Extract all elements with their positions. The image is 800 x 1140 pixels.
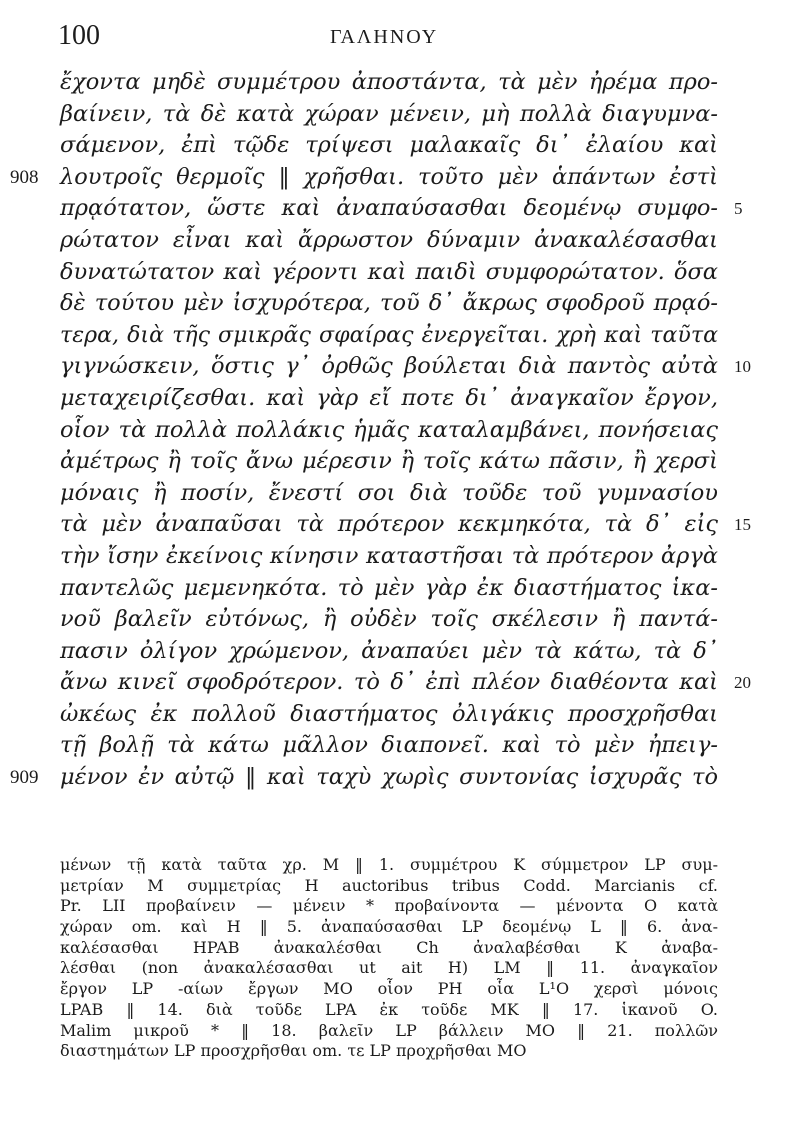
text-line <box>0 573 800 605</box>
main-text-block <box>0 67 800 794</box>
apparatus-line <box>0 896 800 917</box>
margin-reference-number: 909 <box>10 767 39 789</box>
text-line-content: σάμενον, ἐπὶ τῷδε τρίψεσι μαλακαῖς δι᾽ ἐλαίου καὶ <box>60 132 718 159</box>
apparatus-line-content: Malim μικροῦ * ‖ 18. βαλεῖν LP βάλλειν MO ‖ 21. πολλῶν <box>60 1020 718 1040</box>
text-line-content: τῇ βολῇ τὰ κάτω μᾶλλον διαπονεῖ. καὶ τὸ μὲν ἠπειγ- <box>60 732 718 759</box>
text-line <box>0 193 800 225</box>
apparatus-line <box>0 876 800 897</box>
page-header <box>0 18 800 58</box>
text-line-content: δὲ τούτου μὲν ἰσχυρότερα, τοῦ δ᾽ ἄκρως σφοδροῦ πρᾳό- <box>60 290 718 317</box>
text-line-content: παντελῶς μεμενηκότα. τὸ μὲν γὰρ ἐκ διαστήματος ἱκα- <box>60 574 718 601</box>
text-line-content: μόναις ἢ ποσίν, ἔνεστί σοι διὰ τοῦδε τοῦ γυμνασίου <box>60 479 718 506</box>
text-line-content: τερα, διὰ τῆς σμικρᾶς σφαίρας ἐνεργεῖται. χρὴ καὶ ταῦτα <box>60 321 718 348</box>
apparatus-line <box>0 1021 800 1042</box>
text-line-content: πασιν ὀλίγον χρώμενον, ἀναπαύει μὲν τὰ κάτω, τὰ δ᾽ <box>60 637 718 664</box>
text-line-content: ἀμέτρως ἢ τοῖς ἄνω μέρεσιν ἢ τοῖς κάτω πᾶσιν, ἢ χερσὶ <box>60 448 718 475</box>
text-line <box>0 699 800 731</box>
text-line-content: τὰ μὲν ἀναπαῦσαι τὰ πρότερον κεκμηκότα, τὰ δ᾽ εἰς <box>60 511 718 538</box>
text-line <box>0 320 800 352</box>
text-line <box>0 730 800 762</box>
text-line <box>0 67 800 99</box>
text-line-content: μεταχειρίζεσθαι. καὶ γὰρ εἴ ποτε δι᾽ ἀναγκαῖον ἔργον, <box>60 384 718 411</box>
text-line <box>0 478 800 510</box>
line-number: 15 <box>734 515 751 535</box>
apparatus-line <box>0 958 800 979</box>
text-line-content: τὴν ἴσην ἐκείνοις κίνησιν καταστῆσαι τὰ πρότερον ἀργὰ <box>60 542 718 569</box>
apparatus-line <box>0 1000 800 1021</box>
text-line <box>0 667 800 699</box>
text-line <box>0 636 800 668</box>
text-line-content: ἔχοντα μηδὲ συμμέτρου ἀποστάντα, τὰ μὲν ἠρέμα προ- <box>60 69 718 95</box>
text-line-content: πρᾳότατον, ὥστε καὶ ἀναπαύσασθαι δεομένῳ συμφο- <box>60 195 718 222</box>
text-line-content: νοῦ βαλεῖν εὐτόνως, ἢ οὐδὲν τοῖς σκέλεσιν ἢ παντά- <box>60 606 718 633</box>
text-line-content: βαίνειν, τὰ δὲ κατὰ χώραν μένειν, μὴ πολλὰ διαγυμνα- <box>60 100 718 127</box>
text-line <box>0 99 800 131</box>
text-line-content: ρώτατον εἶναι καὶ ἄρρωστον δύναμιν ἀνακαλέσασθαι <box>60 226 718 253</box>
running-head: ΓΑΛΗΝΟΥ <box>330 26 439 48</box>
text-line <box>0 509 800 541</box>
apparatus-line-content: ἔργον LP -αίων ἔργων MO οἷον PH οἷα L¹O χερσὶ μόνοις <box>60 979 718 999</box>
apparatus-line-content: LPAB ‖ 14. διὰ τοῦδε LPA ἐκ τοῦδε MK ‖ 17. ἱκανοῦ O. <box>60 999 718 1019</box>
apparatus-line <box>0 855 800 876</box>
critical-apparatus <box>0 855 800 1062</box>
text-line <box>0 225 800 257</box>
apparatus-line-content: καλέσασθαι HPAB ἀνακαλέσθαι Ch ἀναλαβέσθαι K ἀναβα- <box>60 937 718 957</box>
text-line <box>0 383 800 415</box>
text-line-content: οἷον τὰ πολλὰ πολλάκις ἡμᾶς καταλαμβάνει, πονήσειας <box>60 416 718 443</box>
line-number: 20 <box>734 673 751 693</box>
text-line <box>0 288 800 320</box>
text-line <box>0 162 800 194</box>
line-number: 10 <box>734 357 751 377</box>
text-line-content: μένον ἐν αὐτῷ ‖ καὶ ταχὺ χωρὶς συντονίας ἰσχυρᾶς τὸ <box>60 764 718 791</box>
apparatus-line-content: διαστημάτων LP προσχρῆσθαι om. τε LP προχρῆσθαι MO <box>60 1041 527 1061</box>
line-number: 5 <box>734 199 743 219</box>
text-line <box>0 446 800 478</box>
apparatus-line-content: λέσθαι (non ἀνακαλέσασθαι ut ait H) LM ‖ 11. ἀναγκαῖον <box>60 958 718 978</box>
apparatus-line-content: χώραν om. καὶ H ‖ 5. ἀναπαύσασθαι LP δεομένῳ L ‖ 6. ἀνα- <box>60 917 718 937</box>
apparatus-line-content: μένων τῇ κατὰ ταῦτα χρ. M ‖ 1. συμμέτρου K σύμμετρον LP συμ- <box>60 855 718 874</box>
apparatus-line <box>0 979 800 1000</box>
text-line-content: λουτροῖς θερμοῖς ‖ χρῆσθαι. τοῦτο μὲν ἁπάντων ἐστὶ <box>60 163 718 190</box>
text-line-content: δυνατώτατον καὶ γέροντι καὶ παιδὶ συμφορώτατον. ὅσα <box>60 258 718 285</box>
text-line <box>0 257 800 289</box>
apparatus-line <box>0 938 800 959</box>
text-line <box>0 762 800 794</box>
text-line <box>0 130 800 162</box>
apparatus-line-content: Pr. LII προβαίνειν — μένειν * προβαίνοντα — μένοντα O κατὰ <box>60 896 718 916</box>
text-line-content: γιγνώσκειν, ὅστις γ᾽ ὀρθῶς βούλεται διὰ παντὸς αὐτὰ <box>60 353 718 380</box>
text-line-content: ἄνω κινεῖ σφοδρότερον. τὸ δ᾽ ἐπὶ πλέον διαθέοντα καὶ <box>60 669 718 696</box>
apparatus-line <box>0 917 800 938</box>
margin-reference-number: 908 <box>10 166 39 188</box>
text-line <box>0 351 800 383</box>
text-line <box>0 415 800 447</box>
text-line-content: ὠκέως ἐκ πολλοῦ διαστήματος ὀλιγάκις προσχρῆσθαι <box>60 700 718 727</box>
text-line <box>0 541 800 573</box>
apparatus-line <box>0 1041 800 1062</box>
apparatus-line-content: μετρίαν M συμμετρίας H auctoribus tribus Codd. Marcianis cf. <box>60 875 718 895</box>
page-number: 100 <box>58 20 100 51</box>
text-line <box>0 604 800 636</box>
